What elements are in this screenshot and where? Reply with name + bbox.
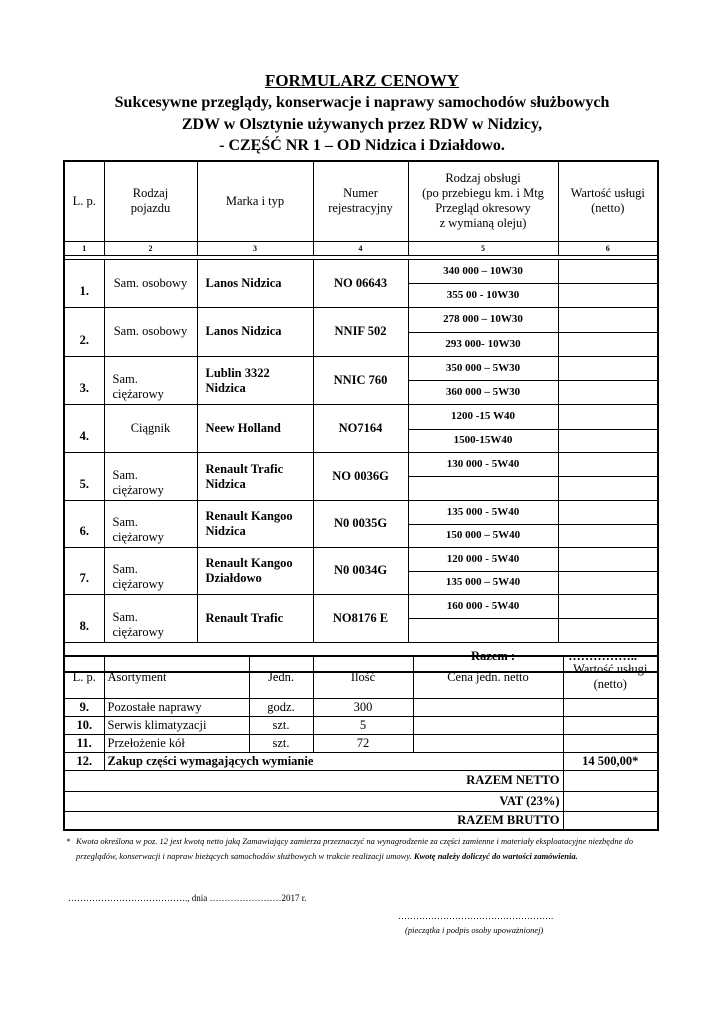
header-vehicle-type: Rodzaj pojazdu [104, 161, 197, 241]
item-lp: 10. [64, 716, 104, 734]
row-service-1: 278 000 – 10W30 [408, 307, 558, 332]
row-service-2: 150 000 – 5W40 [408, 524, 558, 547]
row-value-1 [558, 500, 658, 524]
item-value [563, 716, 658, 734]
row-lp: 5. [64, 452, 104, 500]
subtitle-line-1: Sukcesywne przeglądy, konserwacje i naprawy samochodów służbowych [114, 94, 610, 111]
razem-netto-value [563, 770, 658, 791]
item-lp: 9. [64, 698, 104, 716]
list-item [64, 716, 658, 734]
item-name: Pozostałe naprawy [104, 698, 249, 716]
header-service: Rodzaj obsługi (po przebiegu km. i Mtg Przegląd okresowy z wymianą oleju) [408, 161, 558, 241]
row-model: Renault Kangoo Działdowo [197, 547, 313, 594]
row-registration: NO8176 E [313, 594, 408, 642]
footnote [66, 834, 656, 864]
row-model: Lanos Nidzica [197, 307, 313, 356]
row-value-2 [558, 524, 658, 547]
item-unit-price [413, 698, 563, 716]
razem-value: …………….. [568, 649, 637, 664]
row-model: Lanos Nidzica [197, 259, 313, 307]
row-12 [64, 752, 658, 770]
footnote-star: * [66, 836, 71, 846]
row-registration: NO 0036G [313, 452, 408, 500]
row-model: Renault Trafic [197, 594, 313, 642]
row-12-lp: 12. [64, 752, 104, 770]
row-service-2: 360 000 – 5W30 [408, 380, 558, 404]
header-unit: Jedn. [249, 656, 313, 698]
row-lp: 3. [64, 356, 104, 404]
header-model: Marka i typ [197, 161, 313, 241]
row-registration: NNIF 502 [313, 307, 408, 356]
row-vehicle-type: Sam. ciężarowy [104, 356, 197, 404]
row-lp: 6. [64, 500, 104, 547]
table-row [64, 594, 658, 618]
item-value [563, 734, 658, 752]
row-registration: NO 06643 [313, 259, 408, 307]
row-12-value: 14 500,00* [563, 752, 658, 770]
footnote-text: Kwota określona w poz. 12 jest kwotą netto jaką Zamawiający zamierza przeznaczyć na wynagrodzenie za części zamienne i materiały eksploatacyjne niezbędne do przeglądów, konserwacji i napraw bieżących samochodów służbowych w trakcie realizacji umowy. [76, 836, 633, 861]
row-registration: NNIC 760 [313, 356, 408, 404]
row-model: Neew Holland [197, 404, 313, 452]
razem-brutto-label: RAZEM BRUTTO [64, 811, 563, 830]
razem-brutto-row [64, 811, 658, 830]
subtitle-line-2: ZDW w Olsztynie używanych przez RDW w Nidzicy, [181, 116, 543, 133]
razem-netto-row [64, 770, 658, 791]
list-item [64, 734, 658, 752]
razem-brutto-value [563, 811, 658, 830]
item-quantity: 72 [313, 734, 413, 752]
item-unit-price [413, 716, 563, 734]
row-service-2: 355 00 - 10W30 [408, 283, 558, 307]
subtitle-line-3: - CZĘŚĆ NR 1 – OD Nidzica i Działdowo. [219, 137, 505, 154]
row-service-2: 293 000- 10W30 [408, 332, 558, 356]
row-value-2 [558, 332, 658, 356]
header-value: Wartość usługi (netto) [563, 656, 658, 698]
signature-caption: (pieczątka i podpis osoby upoważnionej) [405, 925, 544, 935]
item-unit-price [413, 734, 563, 752]
row-lp: 1. [64, 259, 104, 307]
row-service-1: 1200 -15 W40 [408, 404, 558, 429]
vat-row [64, 791, 658, 811]
row-registration: N0 0035G [313, 500, 408, 547]
item-lp: 11. [64, 734, 104, 752]
assortment-header-row [64, 656, 658, 698]
row-lp: 4. [64, 404, 104, 452]
row-value-2 [558, 571, 658, 594]
column-number: 4 [313, 241, 408, 255]
row-service-1: 340 000 – 10W30 [408, 259, 558, 283]
column-number: 5 [408, 241, 558, 255]
row-service-2 [408, 618, 558, 642]
header-unit-price: Cena jedn. netto [413, 656, 563, 698]
item-quantity: 300 [313, 698, 413, 716]
row-vehicle-type: Sam. osobowy [104, 259, 197, 307]
table-row [64, 547, 658, 571]
list-item [64, 698, 658, 716]
row-lp: 2. [64, 307, 104, 356]
table-header-row [64, 161, 658, 241]
footnote-bold-text: Kwotę należy doliczyć do wartości zamówienia. [413, 851, 578, 861]
row-model: Renault Kangoo Nidzica [197, 500, 313, 547]
column-number-row [64, 241, 658, 255]
row-vehicle-type: Ciągnik [104, 404, 197, 452]
column-number: 1 [64, 241, 104, 255]
column-number: 2 [104, 241, 197, 255]
row-lp: 7. [64, 547, 104, 594]
table-row [64, 356, 658, 380]
row-value-1 [558, 404, 658, 429]
place-date-line: …………………………………., dnia ……………………2017 r. [68, 893, 307, 903]
row-value-1 [558, 307, 658, 332]
row-value-2 [558, 476, 658, 500]
header-assortment: Asortyment [104, 656, 249, 698]
row-vehicle-type: Sam. ciężarowy [104, 594, 197, 642]
signature-line: ……………………………………………. [398, 911, 554, 921]
item-unit: godz. [249, 698, 313, 716]
row-service-1: 160 000 - 5W40 [408, 594, 558, 618]
page-title: FORMULARZ CENOWY [264, 71, 460, 90]
row-vehicle-type: Sam. ciężarowy [104, 547, 197, 594]
row-value-1 [558, 259, 658, 283]
header-registration: Numer rejestracyjny [313, 161, 408, 241]
table-row [64, 404, 658, 429]
item-unit: szt. [249, 716, 313, 734]
column-number: 3 [197, 241, 313, 255]
razem-netto-label: RAZEM NETTO [64, 770, 563, 791]
item-unit: szt. [249, 734, 313, 752]
vehicle-price-table [63, 160, 659, 673]
row-service-1: 135 000 - 5W40 [408, 500, 558, 524]
razem-label: Razem : [471, 649, 516, 664]
table-row [64, 500, 658, 524]
row-service-1: 130 000 - 5W40 [408, 452, 558, 476]
row-lp: 8. [64, 594, 104, 642]
row-value-2 [558, 429, 658, 452]
vat-label: VAT (23%) [64, 791, 563, 811]
header-quantity: Ilość [313, 656, 413, 698]
table-row [64, 259, 658, 283]
row-12-name: Zakup części wymagających wymianie [104, 752, 563, 770]
table-row [64, 307, 658, 332]
row-service-1: 350 000 – 5W30 [408, 356, 558, 380]
row-value-1 [558, 452, 658, 476]
item-quantity: 5 [313, 716, 413, 734]
vat-value [563, 791, 658, 811]
header-value: Wartość usługi (netto) [558, 161, 658, 241]
table-row [64, 452, 658, 476]
row-registration: NO7164 [313, 404, 408, 452]
row-model: Renault Trafic Nidzica [197, 452, 313, 500]
row-service-2: 1500-15W40 [408, 429, 558, 452]
row-vehicle-type: Sam. ciężarowy [104, 452, 197, 500]
row-value-1 [558, 547, 658, 571]
item-name: Serwis klimatyzacji [104, 716, 249, 734]
row-value-2 [558, 380, 658, 404]
row-registration: N0 0034G [313, 547, 408, 594]
row-model: Lublin 3322 Nidzica [197, 356, 313, 404]
row-value-1 [558, 356, 658, 380]
row-service-2 [408, 476, 558, 500]
row-value-1 [558, 594, 658, 618]
row-vehicle-type: Sam. ciężarowy [104, 500, 197, 547]
header-lp: L. p. [64, 161, 104, 241]
item-name: Przełożenie kół [104, 734, 249, 752]
row-vehicle-type: Sam. osobowy [104, 307, 197, 356]
row-value-2 [558, 283, 658, 307]
header-lp: L. p. [64, 656, 104, 698]
row-service-2: 135 000 – 5W40 [408, 571, 558, 594]
column-number: 6 [558, 241, 658, 255]
item-value [563, 698, 658, 716]
row-value-2 [558, 618, 658, 642]
assortment-table [63, 655, 659, 831]
row-service-1: 120 000 - 5W40 [408, 547, 558, 571]
